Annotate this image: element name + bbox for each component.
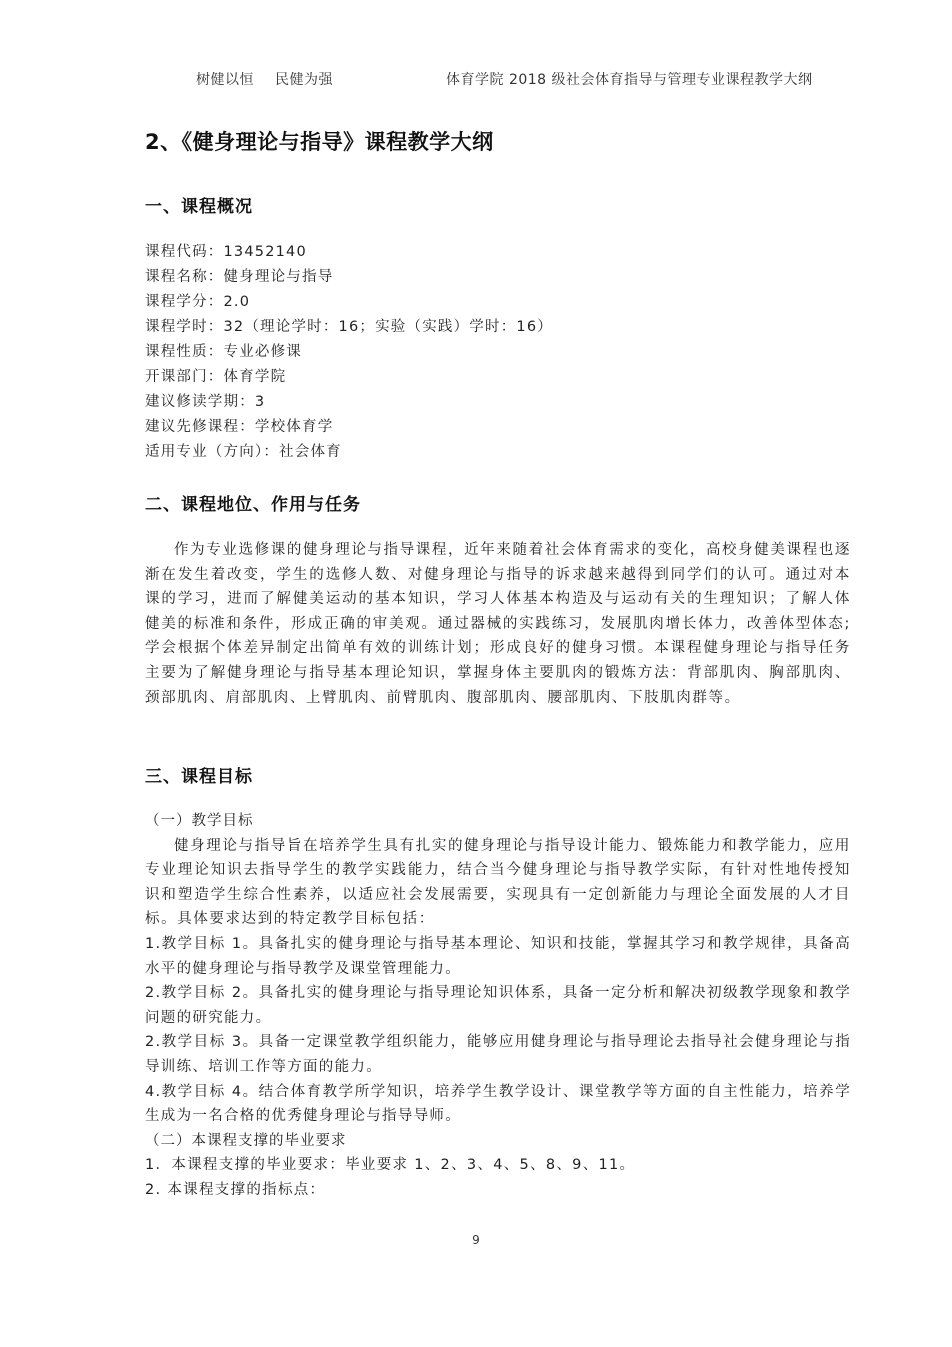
- course-hours: 课程学时：32（理论学时：16；实验（实践）学时：16）: [145, 319, 553, 335]
- section-heading-overview: 一、课程概况: [145, 197, 253, 217]
- section-heading-role: 二、课程地位、作用与任务: [145, 495, 361, 515]
- document-title: 2、《健身理论与指导》课程教学大纲: [145, 130, 494, 154]
- requirement-1: 1．本课程支撑的毕业要求：毕业要求 1、2、3、4、5、8、9、11。: [145, 1157, 636, 1174]
- course-department: 开课部门：体育学院: [145, 369, 287, 385]
- objectives-block: [145, 809, 851, 1203]
- goal-1: 1.教学目标 1。具备扎实的健身理论与指导基本理论、知识和技能，掌握其学习和教学规律，具备高水平的健身理论与指导教学及课堂管理能力。: [145, 935, 851, 977]
- header-motto-part1: 树健以恒: [196, 72, 254, 88]
- course-nature: 课程性质：专业必修课: [145, 344, 302, 360]
- goal-4: 4.教学目标 4。结合体育教学所学知识，培养学生教学设计、课堂教学等方面的自主性能力，培养学生成为一名合格的优秀健身理论与指导导师。: [145, 1083, 851, 1125]
- header-motto: [196, 69, 333, 89]
- subheading-graduation-requirements: （二）本课程支撑的毕业要求: [145, 1132, 347, 1149]
- course-info-list: [145, 240, 553, 465]
- course-code: 课程代码：13452140: [145, 244, 307, 260]
- goal-3: 2.教学目标 3。具备一定课堂教学组织能力，能够应用健身理论与指导理论去指导社会健身理论与指导训练、培训工作等方面的能力。: [145, 1034, 851, 1075]
- header-motto-part2: 民健为强: [274, 72, 333, 88]
- page-number: 9: [472, 1233, 480, 1247]
- requirement-2: 2. 本课程支撑的指标点：: [145, 1181, 326, 1198]
- goal-2: 2.教学目标 2。具备扎实的健身理论与指导理论知识体系，具备一定分析和解决初级教学现象和教学问题的研究能力。: [145, 985, 851, 1026]
- subheading-teaching-goals: （一）教学目标: [145, 813, 254, 829]
- course-major: 适用专业（方向）：社会体育: [145, 444, 342, 460]
- role-paragraph: 作为专业选修课的健身理论与指导课程，近年来随着社会体育需求的变化，高校身健美课程也逐渐在发生着改变，学生的选修人数、对健身理论与指导的诉求越来越得到同学们的认可。通过对本课的学习，进而了解健美运动的基本知识，学习人体基本构造及与运动有关的生理知识；了解人体健美的标准和条件，形成正确的审美观。通过器械的实践练习，发展肌肉增长体力，改善体型体态;学会根据个体差异制定出简单有效的训练计划；形成良好的健身习惯。本课程健身理论与指导任务主要为了解健身理论与指导基本理论知识，掌握身体主要肌肉的锻炼方法：背部肌肉、胸部肌肉、颈部肌肉、肩部肌肉、上臂肌肉、前臂肌肉、腹部肌肉、腰部肌肉、下肢肌肉群等。: [145, 542, 851, 706]
- course-prerequisite: 建议先修课程：学校体育学: [145, 419, 334, 435]
- section-heading-objectives: 三、课程目标: [145, 767, 253, 787]
- course-name: 课程名称：健身理论与指导: [145, 269, 334, 285]
- course-semester: 建议修读学期：3: [145, 394, 266, 410]
- course-credits: 课程学分：2.0: [145, 294, 251, 310]
- header-doc-name: 体育学院 2018 级社会体育指导与管理专业课程教学大纲: [446, 72, 813, 88]
- objectives-intro: 健身理论与指导旨在培养学生具有扎实的健身理论与指导设计能力、锻炼能力和教学能力，应用专业理论知识去指导学生的教学实践能力，结合当今健身理论与指导教学实际，有针对性地传授知识和塑造学生综合性素养，以适应社会发展需要，实现具有一定创新能力与理论全面发展的人才目标。具体要求达到的特定教学目标包括：: [145, 837, 851, 928]
